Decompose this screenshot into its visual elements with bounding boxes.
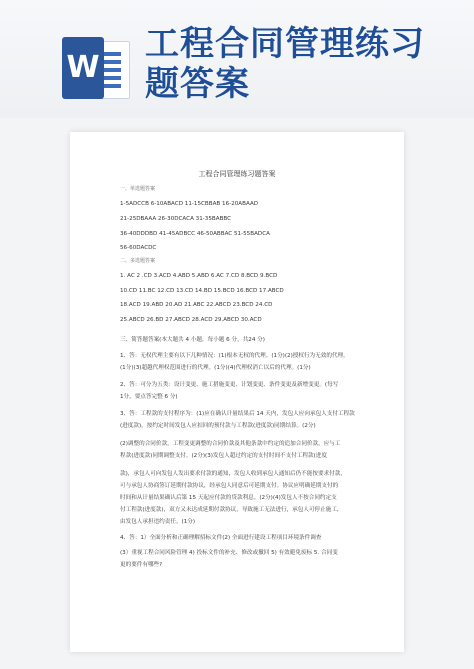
section-heading: 三、简答题答案(本大题共 4 小题，每小题 6 分，共24 分) xyxy=(120,337,265,343)
document-page xyxy=(70,132,404,652)
document-title: 工程合同管理练习题答案 xyxy=(198,170,276,178)
text-line: (进度款)，按约定时间发包人应扣回的预付款与工程款(进度款)同期结算。(2分) xyxy=(120,423,316,429)
section-heading: 一、单选题答案 xyxy=(120,186,156,192)
banner-title-line-1: 工程合同管理练习 xyxy=(145,24,425,64)
banner-title xyxy=(145,24,465,104)
banner-title-line-2: 题答案 xyxy=(145,64,250,104)
text-line: 1. AC 2 .CD 3.ACD 4.ABD 5.ABD 6.AC 7.CD 8.BCD 9.BCD xyxy=(120,273,278,279)
text-line: 3、答：工程款的支付程序为：(1)应在确认计量结果后 14 天内，发包人应向承包人支付工程款 xyxy=(120,411,355,417)
text-line: 25.ABCD 26.BD 27.ABCD 28.ACD 29.ABCD 30.ACD xyxy=(120,317,262,323)
text-line: 4、答：1）全面分析和正确理解招标文件(2) 全面进行建设工程项目环境条件调查 xyxy=(120,535,322,541)
text-line: 36-40DDDBD 41-45ADBCC 46-50ABBAC 51-55BADCA xyxy=(120,231,270,237)
word-icon xyxy=(62,37,130,99)
text-line: 时间和从计量结果确认后第 15 天起应付款的贷款利息。(2分)(4)发包人不按合同约定支 xyxy=(120,495,337,501)
document-banner xyxy=(0,0,474,118)
text-line: 由发包人承担违约责任。(1分) xyxy=(120,519,196,525)
text-line: 更的要件有哪些? xyxy=(120,562,163,568)
text-line: 1-5ADCCB 6-10ABACD 11-15CBBAB 16-20ABAAD xyxy=(120,201,259,207)
text-line: 2、答：可分为五类：设计变更、施工措施变更、计划变更、条件变更及新增变更。(每写 xyxy=(120,382,339,388)
section-heading: 二、多选题答案 xyxy=(120,258,156,264)
text-line: 21-25DBAAA 26-30DCACA 31-35BABBC xyxy=(120,216,232,222)
text-line: (3）重视工程合同风险管理 4) 投标文件的补充、修改或撤回 5) 有效避免废标 5. 合同变 xyxy=(120,550,338,556)
text-line: 1分，要点答完整 6 分) xyxy=(120,394,178,400)
text-line: (2)调整的合同价款，工程变更调整的合同价款及其他条款中约定的追加合同价款，应与工 xyxy=(120,441,341,447)
word-logo-letter: W xyxy=(62,37,104,99)
text-line: 10.CD 11.BC 12.CD 13.CD 14.BD 15.BCD 16.BCD 17.ABCD xyxy=(120,288,284,294)
text-line: 付工程款(进度款)，双方又未达成延期付款协议，导致施工无法进行，承包人可停止施工， xyxy=(120,507,343,513)
text-line: 1、答：无权代理主要有以下几种情况：(1)根本无权的代理。(1分)(2)授权行为无效的代理。 xyxy=(120,353,349,359)
text-line: 程款(进度款)同期调整支付。(2分)(3)发包人超过约定的支付时间不支付工程款(进度 xyxy=(120,453,327,459)
text-line: (1分)(3)超越代理权范围进行的代理。(1分)(4)代理权消亡以后的代理。(1分) xyxy=(120,365,311,371)
text-line: 可与承包人协商签订延期付款协议，经承包人同意后可延期支付。协议应明确延期支付的 xyxy=(120,483,339,489)
text-line: 款)，承包人可向发包人发出要求付款的通知，发包人收到承包人通知后仍不能按要求付款， xyxy=(120,471,346,477)
text-line: 56-60DACDC xyxy=(120,245,157,251)
text-line: 18.ACD 19.ABD 20.AD 21.ABC 22.ABCD 23.BCD 24.CD xyxy=(120,302,273,308)
